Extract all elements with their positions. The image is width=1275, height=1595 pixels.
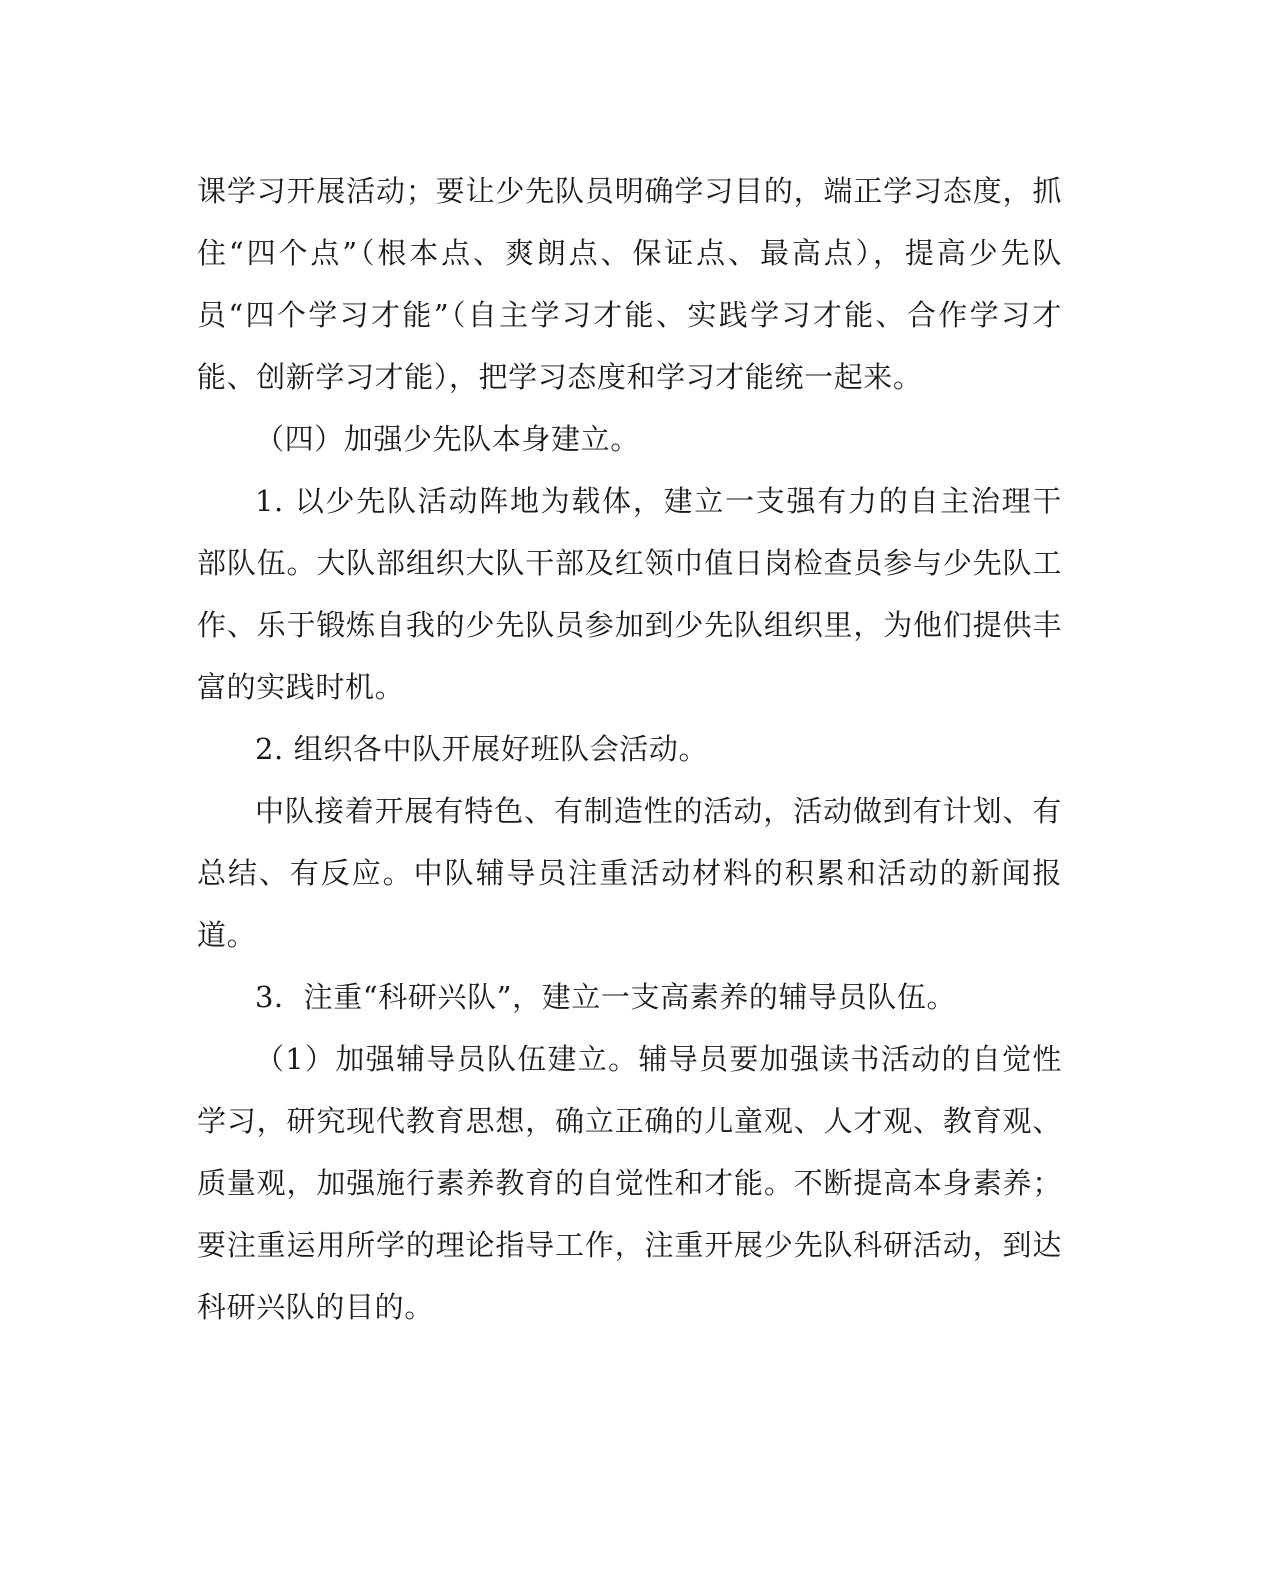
paragraph-item-3: 3．注重“科研兴队”，建立一支高素养的辅导员队伍。 — [255, 980, 957, 1014]
document-body — [197, 160, 1062, 1338]
paragraph-heading-four: （四）加强少先队本身建立。 — [255, 422, 640, 456]
paragraph-continuation: 课学习开展活动；要让少先队员明确学习目的，端正学习态度，抓住“四个点”（根本点、爽朗点、保证点、最高点），提高少先队员“四个学习才能”（自主学习才能、实践学习才能、合作学习才能、创新学习才能），把学习态度和学习才能统一起来。 — [197, 174, 1062, 394]
paragraph-item-2: 2. 组织各中队开展好班队会活动。 — [255, 732, 709, 766]
paragraph-item-2-detail: 中队接着开展有特色、有制造性的活动，活动做到有计划、有总结、有反应。中队辅导员注重活动材料的积累和活动的新闻报道。 — [197, 794, 1062, 952]
paragraph-item-1: 1. 以少先队活动阵地为载体，建立一支强有力的自主治理干部队伍。大队部组织大队干部及红领巾值日岗检查员参与少先队工作、乐于锻炼自我的少先队员参加到少先队组织里，为他们提供丰富的实践时机。 — [197, 484, 1062, 704]
paragraph-item-3-sub-1: （1）加强辅导员队伍建立。辅导员要加强读书活动的自觉性学习，研究现代教育思想，确立正确的儿童观、人才观、教育观、质量观，加强施行素养教育的自觉性和才能。不断提高本身素养；要注重运用所学的理论指导工作，注重开展少先队科研活动，到达科研兴队的目的。 — [197, 1042, 1062, 1324]
